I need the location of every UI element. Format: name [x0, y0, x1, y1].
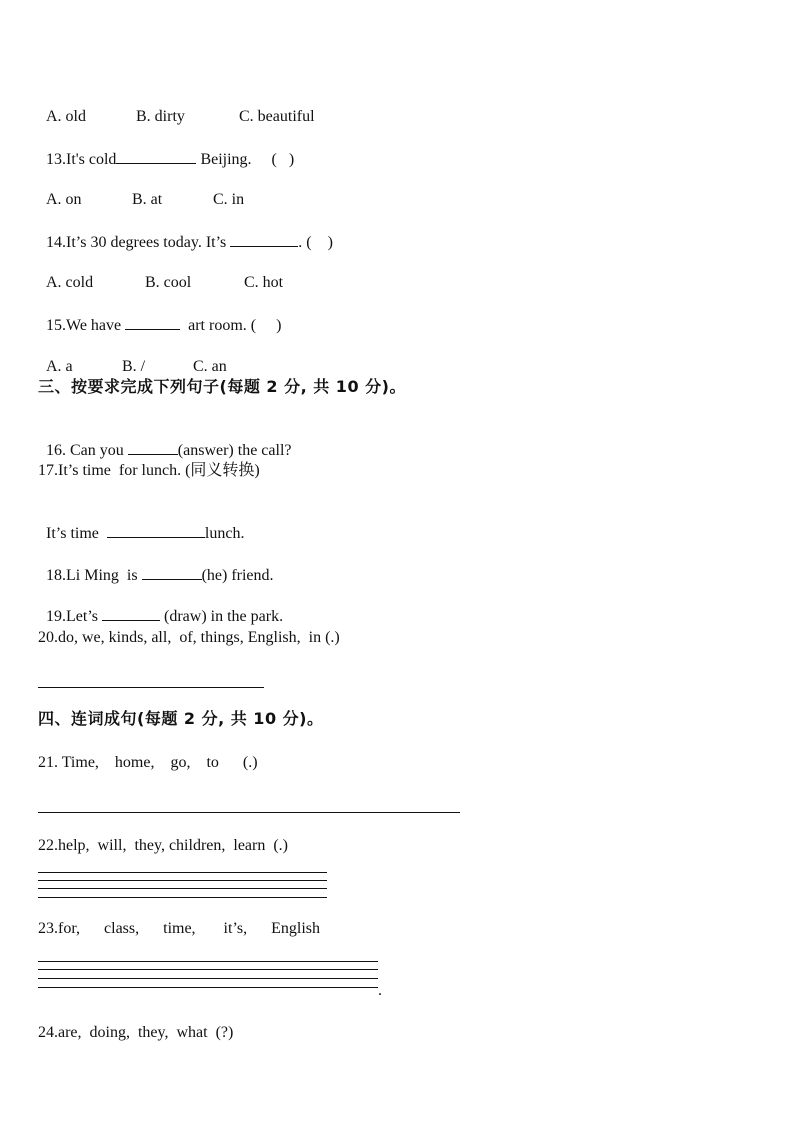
- q12-option-b: B. dirty: [136, 108, 185, 125]
- q17-answer-post: lunch.: [204, 525, 245, 542]
- q14-answer-blank[interactable]: [230, 232, 298, 247]
- q12-option-a: A. old: [46, 108, 86, 125]
- q13-text-post: Beijing.: [196, 151, 252, 168]
- q15-option-c: C. an: [193, 358, 227, 375]
- q15-answer-blank[interactable]: [125, 315, 180, 330]
- q18-text-post: (he) friend.: [201, 567, 274, 584]
- q15-option-a: A. a: [46, 358, 73, 375]
- q13-options: [38, 170, 244, 210]
- q19-answer-blank[interactable]: [102, 606, 160, 621]
- q16-text-pre: 16. Can you: [46, 442, 128, 459]
- q18-answer-blank[interactable]: [142, 565, 202, 580]
- question-18: [38, 545, 274, 586]
- q22-answer-rule: [38, 888, 327, 889]
- q17-answer-blank[interactable]: [107, 523, 205, 538]
- q14-option-b: B. cool: [145, 274, 192, 291]
- q19-text-post: (draw) in the park.: [160, 608, 284, 625]
- question-20: 20.do, we, kinds, all, of, things, English, in (.): [38, 629, 340, 646]
- q17-answer-line: [38, 503, 244, 544]
- q13-option-c: C. in: [213, 191, 245, 208]
- q23-answer-rule: [38, 987, 378, 988]
- question-15: [38, 295, 281, 336]
- q12-options: [38, 87, 315, 127]
- question-14: [38, 212, 333, 253]
- q14-option-a: A. cold: [46, 274, 94, 291]
- question-24: 24.are, doing, they, what (?): [38, 1024, 234, 1041]
- q22-answer-rule: [38, 872, 327, 873]
- q15-option-b: B. /: [122, 358, 146, 375]
- section-4-heading: 四、连词成句(每题 2 分, 共 10 分)。: [38, 709, 324, 728]
- question-19: [38, 586, 283, 627]
- q14-option-c: C. hot: [244, 274, 284, 291]
- q16-answer-blank[interactable]: [128, 440, 178, 455]
- question-13: [38, 129, 294, 170]
- q23-period: .: [378, 982, 382, 999]
- q13-answer-paren[interactable]: ( ): [271, 151, 295, 168]
- q12-option-c: C. beautiful: [239, 108, 315, 125]
- q15-text-pre: 15.We have: [46, 317, 126, 334]
- question-17: 17.It’s time for lunch. (同义转换): [38, 462, 260, 479]
- q14-options: [38, 253, 283, 293]
- question-16: [38, 420, 292, 461]
- q23-answer-rule: [38, 978, 378, 979]
- section-3-heading: 三、按要求完成下列句子(每题 2 分, 共 10 分)。: [38, 377, 406, 396]
- q20-answer-line[interactable]: [38, 687, 264, 688]
- q13-text-pre: 13.It's cold: [46, 151, 117, 168]
- q21-answer-line[interactable]: [38, 812, 460, 813]
- question-22: 22.help, will, they, children, learn (.): [38, 837, 288, 854]
- q18-text-pre: 18.Li Ming is: [46, 567, 142, 584]
- q22-answer-rule: [38, 880, 327, 881]
- question-23: 23.for, class, time, it’s, English: [38, 920, 321, 937]
- q13-option-b: B. at: [132, 191, 163, 208]
- q13-option-a: A. on: [46, 191, 82, 208]
- q23-answer-rule: [38, 969, 378, 970]
- q19-text-pre: 19.Let’s: [46, 608, 102, 625]
- q15-options: [38, 337, 227, 377]
- q14-text-post: . ( ): [298, 234, 333, 251]
- question-21: 21. Time, home, go, to (.): [38, 754, 258, 771]
- q16-text-post: (answer) the call?: [177, 442, 292, 459]
- q17-answer-pre: It’s time: [46, 525, 107, 542]
- q15-text-post: art room. ( ): [180, 317, 282, 334]
- q13-answer-blank[interactable]: [116, 149, 196, 164]
- q23-answer-rule: [38, 961, 378, 962]
- q22-answer-rule: [38, 897, 327, 898]
- q14-text-pre: 14.It’s 30 degrees today. It’s: [46, 234, 231, 251]
